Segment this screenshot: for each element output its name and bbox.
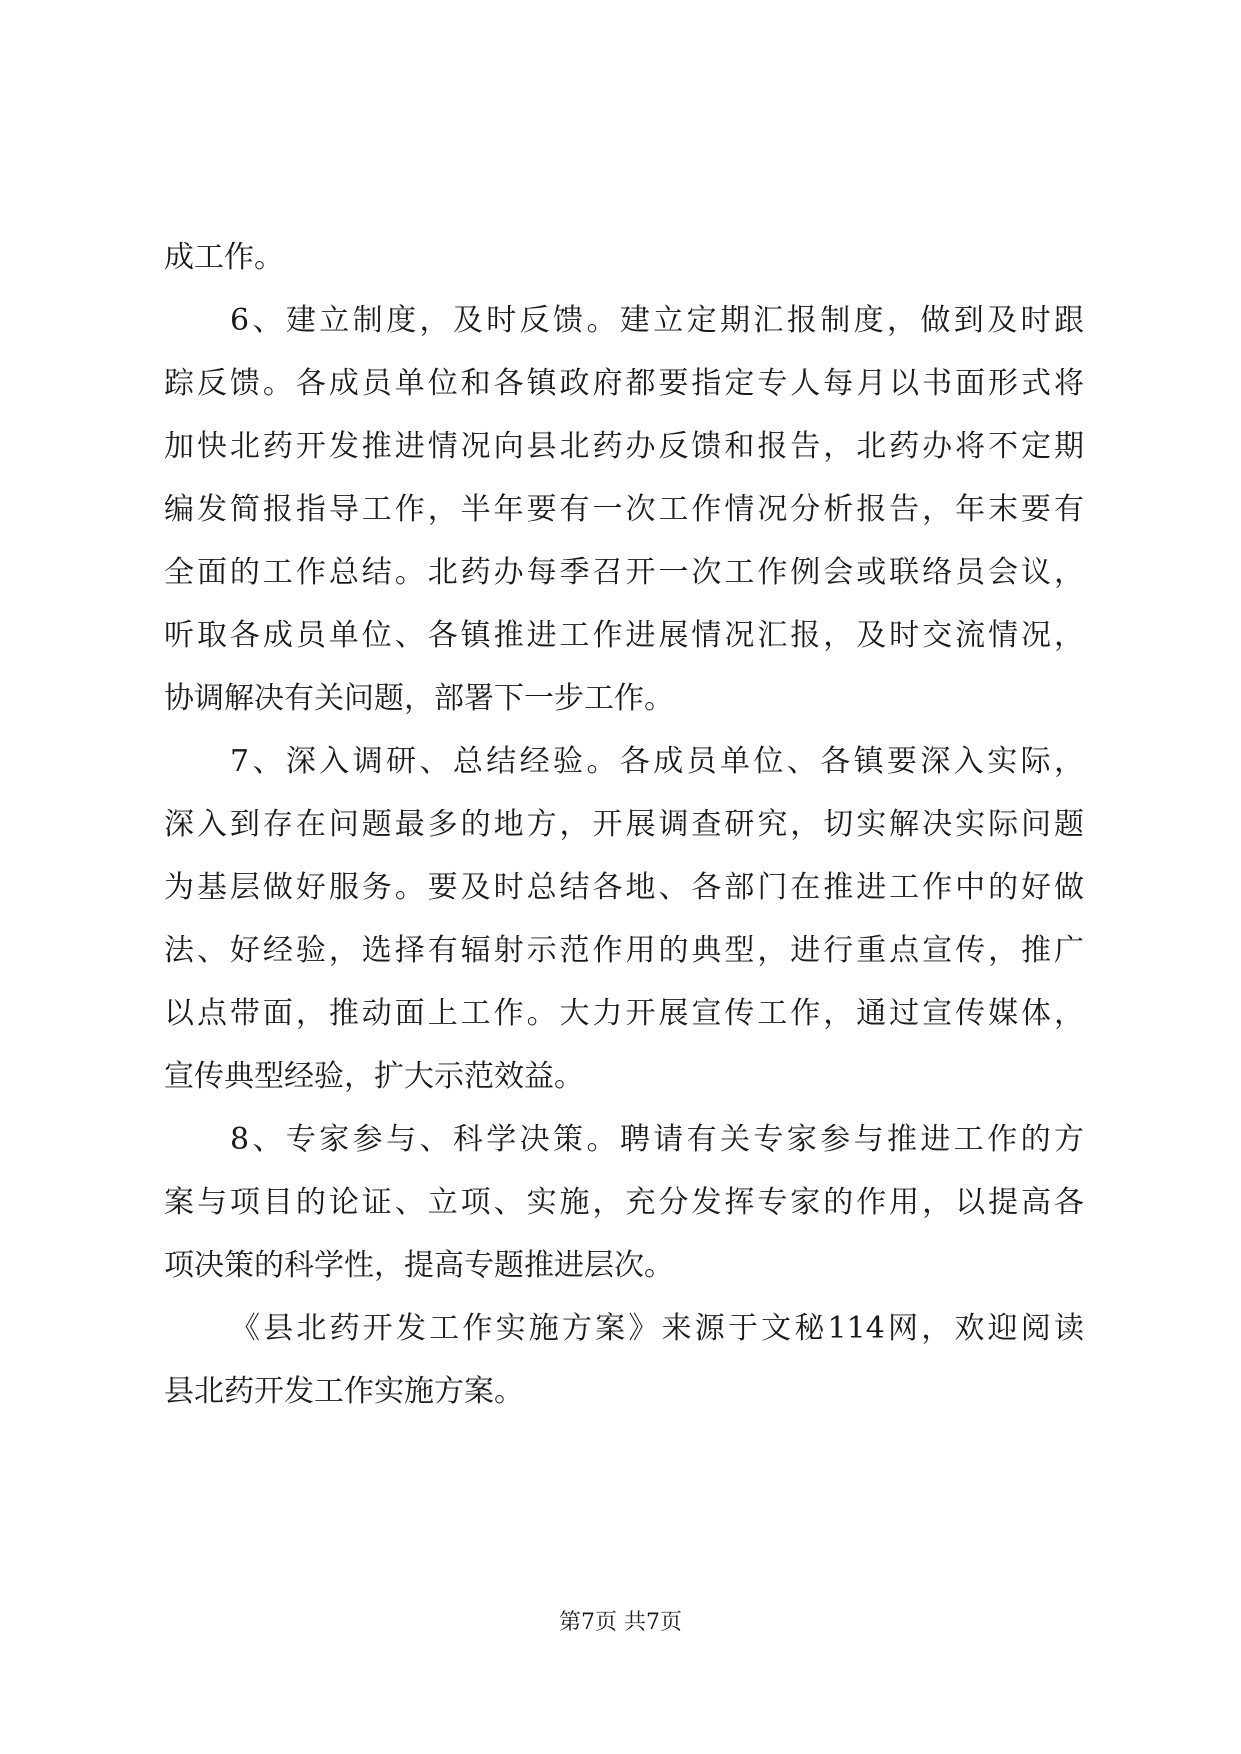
document-body bbox=[164, 226, 1084, 1423]
paragraph-line: 深入到存在问题最多的地方，开展调查研究，切实解决实际问题 bbox=[164, 807, 1084, 842]
paragraph-line: 法、好经验，选择有辐射示范作用的典型，进行重点宣传，推广 bbox=[164, 933, 1084, 968]
paragraph-line: 加快北药开发推进情况向县北药办反馈和报告，北药办将不定期 bbox=[164, 429, 1084, 464]
paragraph-line: 踪反馈。各成员单位和各镇政府都要指定专人每月以书面形式将 bbox=[164, 366, 1084, 401]
paragraph-line: 案与项目的论证、立项、实施，充分发挥专家的作用，以提高各 bbox=[164, 1185, 1084, 1220]
paragraph-line: 听取各成员单位、各镇推进工作进展情况汇报，及时交流情况， bbox=[164, 618, 1084, 653]
paragraph-line: 编发简报指导工作，半年要有一次工作情况分析报告，年末要有 bbox=[164, 492, 1084, 527]
paragraph-line: 全面的工作总结。北药办每季召开一次工作例会或联络员会议， bbox=[164, 555, 1084, 590]
paragraph-line: 协调解决有关问题，部署下一步工作。 bbox=[164, 681, 674, 716]
paragraph-line: 《县北药开发工作实施方案》来源于文秘114网，欢迎阅读 bbox=[230, 1311, 1084, 1346]
paragraph-line: 成工作。 bbox=[164, 240, 284, 275]
page-number-footer: 第7页 共7页 bbox=[559, 1610, 682, 1635]
paragraph-line: 7、深入调研、总结经验。各成员单位、各镇要深入实际， bbox=[230, 744, 1084, 779]
paragraph-line: 宣传典型经验，扩大示范效益。 bbox=[164, 1059, 584, 1094]
paragraph-line: 为基层做好服务。要及时总结各地、各部门在推进工作中的好做 bbox=[164, 870, 1084, 905]
paragraph-line: 8、专家参与、科学决策。聘请有关专家参与推进工作的方 bbox=[230, 1122, 1084, 1157]
paragraph-line: 县北药开发工作实施方案。 bbox=[164, 1374, 524, 1409]
paragraph-line: 以点带面，推动面上工作。大力开展宣传工作，通过宣传媒体， bbox=[164, 996, 1084, 1031]
paragraph-line: 6、建立制度，及时反馈。建立定期汇报制度，做到及时跟 bbox=[230, 303, 1084, 338]
paragraph-line: 项决策的科学性，提高专题推进层次。 bbox=[164, 1248, 674, 1283]
